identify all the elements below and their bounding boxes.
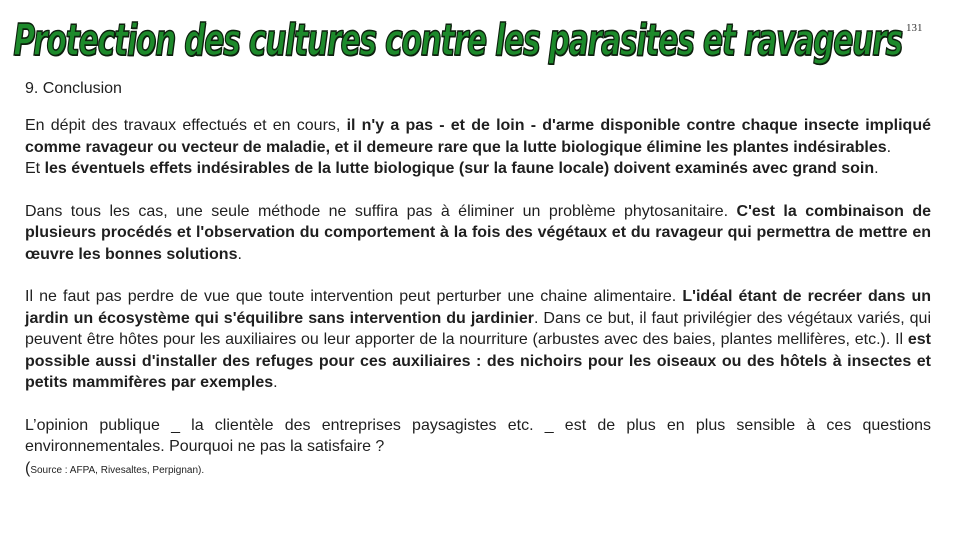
paragraph-3-text: .: [273, 374, 278, 391]
paragraph-1: [25, 115, 931, 158]
paragraph-1b-text: .: [874, 160, 879, 177]
paragraph-2-text: .: [237, 245, 242, 263]
paragraph-4: [25, 415, 931, 458]
paragraph-1-emphasis: il n'y a pas - et de loin - d'arme disponible contre chaque insecte impliqué comme ravageur ou vecteur de maladie, et il demeure rare que la lutte biologique élimine les plantes indésirables: [25, 117, 931, 156]
source-paren: (: [25, 459, 31, 477]
paragraph-3-text: Il ne faut pas perdre de vue que toute intervention peut perturber une chaine alimentaire.: [25, 288, 683, 305]
paragraph-2: [25, 201, 931, 266]
page-number: 131: [906, 22, 923, 34]
paragraph-3-emphasis: L'idéal étant de recréer dans un jardin un écosystème qui s'équilibre sans intervention du jardinier: [25, 288, 932, 327]
source-text: Source : AFPA, Rivesaltes, Perpignan).: [30, 464, 205, 476]
paragraph-1b-emphasis: les éventuels effets indésirables de la lutte biologique (sur la faune locale) doivent examinés avec grand soin: [44, 160, 875, 177]
paragraph-1-text: En dépit des travaux effectués et en cours,: [25, 117, 347, 134]
section-heading: 9. Conclusion: [25, 80, 122, 97]
paragraph-2-emphasis: C'est la combinaison de plusieurs procédés et l'observation du comportement à la fois des végétaux et du ravageur qui permettra de mettre en œuvre les bonnes solutions: [25, 202, 932, 263]
paragraph-1b-text: Et: [25, 160, 45, 177]
page-title: Protection des cultures contre les parasites et ravageurs: [13, 14, 903, 66]
paragraph-3-emphasis: est possible aussi d'installer des refuges pour ces auxiliaires : des nichoirs pour les oiseaux ou des hôtels à insectes et petits mammifères par exemples: [25, 331, 931, 391]
paragraph-4-text: L’opinion publique _ la clientèle des entreprises paysagistes etc. _ est de plus en plus sensible à ces questions environnementales. Pourquoi ne pas la satisfaire ?: [25, 416, 931, 455]
source-citation: [25, 458, 931, 482]
paragraph-2-text: Dans tous les cas, une seule méthode ne suffira pas à éliminer un problème phytosanitaire.: [25, 202, 737, 220]
document-body: [25, 115, 931, 481]
title-banner: [13, 12, 903, 68]
paragraph-3: [25, 286, 931, 394]
paragraph-1-text: .: [886, 138, 892, 156]
paragraph-3-text: . Dans ce but, il faut privilégier des végétaux variés, qui peuvent être hôtes pour les auxiliaires ou leur apporter de la nourriture (arbustes avec des baies, plantes mellifères, etc.). Il: [25, 309, 932, 348]
paragraph-1b: [25, 158, 931, 180]
